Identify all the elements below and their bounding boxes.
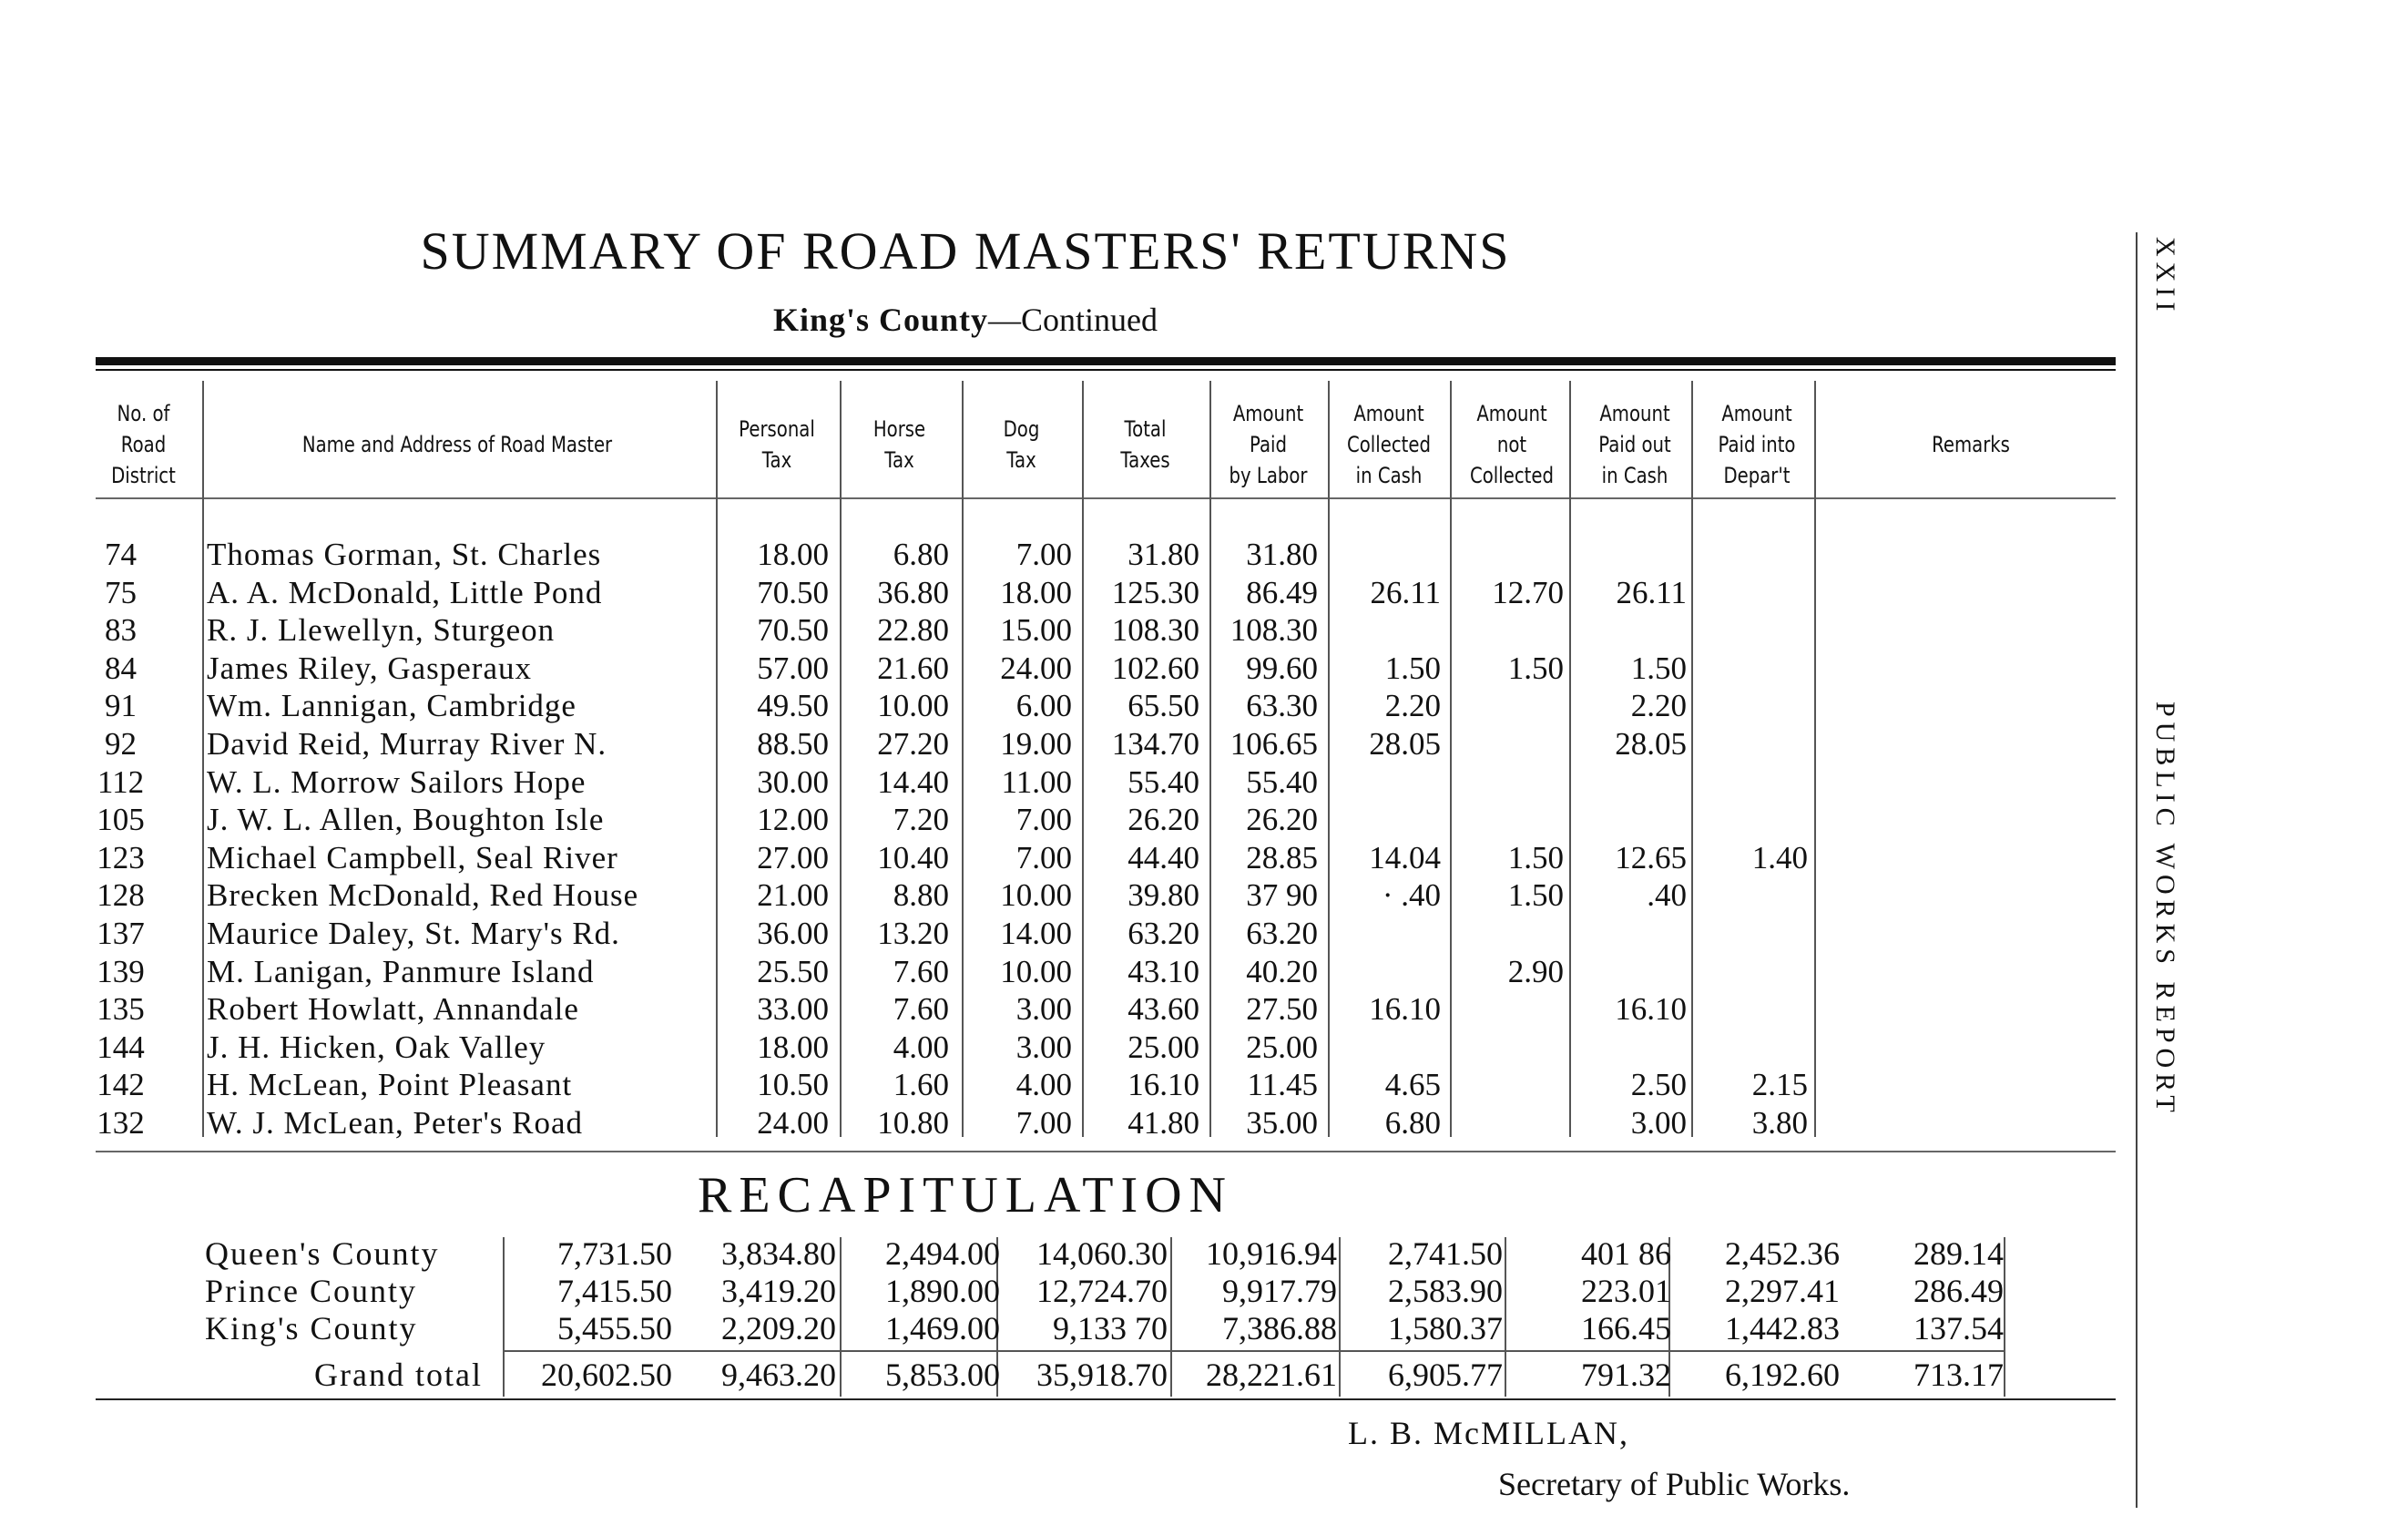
column-header: Personal Tax bbox=[739, 416, 815, 473]
amount-cell: 108.30 bbox=[1111, 612, 1199, 649]
district-number: 132 bbox=[97, 1105, 145, 1141]
amount-cell: 2.20 bbox=[1384, 688, 1441, 724]
amount-cell: 6.00 bbox=[1015, 688, 1072, 724]
amount-cell: 26.11 bbox=[1370, 574, 1441, 610]
amount-cell: 31.80 bbox=[1127, 537, 1199, 572]
road-master-name: Thomas Gorman, St. Charles bbox=[207, 537, 602, 572]
road-master-name: J. W. L. Allen, Boughton Isle bbox=[207, 802, 605, 838]
amount-cell: 102.60 bbox=[1111, 650, 1199, 686]
amount-cell: 11.45 bbox=[1247, 1067, 1318, 1103]
amount-cell: 106.65 bbox=[1230, 726, 1318, 762]
amount-cell: 86.49 bbox=[1246, 574, 1318, 610]
recap-amount: 6,905.77 bbox=[1388, 1357, 1503, 1393]
district-number: 144 bbox=[97, 1029, 145, 1065]
amount-cell: 3.80 bbox=[1751, 1105, 1808, 1141]
recap-amount: 12,724.70 bbox=[1036, 1273, 1168, 1309]
recap-amount: 2,209.20 bbox=[721, 1310, 836, 1347]
recap-amount: 166.45 bbox=[1581, 1310, 1671, 1347]
district-number: 75 bbox=[105, 574, 137, 610]
column-header: Amount Paid by Labor bbox=[1229, 401, 1308, 488]
road-master-name: Wm. Lannigan, Cambridge bbox=[207, 688, 576, 724]
amount-cell: 88.50 bbox=[757, 726, 829, 762]
recap-amount: 2,494.00 bbox=[885, 1235, 1000, 1272]
column-header: No. of Road District bbox=[111, 401, 176, 488]
recap-amount: 9,917.79 bbox=[1222, 1273, 1337, 1309]
amount-cell: 37 90 bbox=[1246, 877, 1318, 914]
amount-cell: 6.80 bbox=[1384, 1105, 1441, 1141]
recap-amount: 2,583.90 bbox=[1388, 1273, 1503, 1309]
amount-cell: 27.00 bbox=[757, 839, 829, 876]
amount-cell: .40 bbox=[1647, 877, 1687, 914]
amount-cell: 14.04 bbox=[1369, 839, 1441, 876]
recap-county: King's County bbox=[205, 1310, 418, 1347]
road-master-name: Maurice Daley, St. Mary's Rd. bbox=[207, 916, 620, 951]
amount-cell: 35.00 bbox=[1246, 1105, 1318, 1141]
total-rule bbox=[503, 1350, 2005, 1352]
amount-cell: 1.50 bbox=[1384, 650, 1441, 686]
amount-cell: 24.00 bbox=[757, 1105, 829, 1141]
recap-amount: 10,916.94 bbox=[1206, 1235, 1337, 1272]
page-subtitle bbox=[0, 301, 1931, 339]
district-number: 84 bbox=[105, 650, 137, 686]
recap-amount: 9,133 70 bbox=[1053, 1310, 1168, 1347]
recap-amount: 3,834.80 bbox=[721, 1235, 836, 1272]
district-number: 91 bbox=[105, 688, 137, 724]
recap-amount: 223.01 bbox=[1581, 1273, 1671, 1309]
amount-cell: 16.10 bbox=[1369, 991, 1441, 1028]
amount-cell: 12.65 bbox=[1615, 839, 1687, 876]
recap-amount: 7,731.50 bbox=[557, 1235, 672, 1272]
recap-amount: 35,918.70 bbox=[1036, 1357, 1168, 1393]
road-master-name: W. J. McLean, Peter's Road bbox=[207, 1105, 584, 1141]
amount-cell: 2.90 bbox=[1507, 953, 1564, 989]
amount-cell: 1.50 bbox=[1507, 839, 1564, 876]
road-master-name: W. L. Morrow Sailors Hope bbox=[207, 763, 587, 800]
recap-amount: 3,419.20 bbox=[721, 1273, 836, 1309]
amount-cell: 3.00 bbox=[1630, 1105, 1687, 1141]
amount-cell: 25.00 bbox=[1127, 1029, 1199, 1065]
road-master-name: H. McLean, Point Pleasant bbox=[207, 1067, 573, 1103]
amount-cell: 3.00 bbox=[1015, 991, 1072, 1028]
amount-cell: 1.50 bbox=[1507, 650, 1564, 686]
amount-cell: 31.80 bbox=[1246, 537, 1318, 572]
amount-cell: 21.60 bbox=[877, 650, 949, 686]
amount-cell: 19.00 bbox=[1000, 726, 1072, 762]
amount-cell: 10.80 bbox=[877, 1105, 949, 1141]
district-number: 123 bbox=[97, 839, 145, 876]
amount-cell: 65.50 bbox=[1127, 688, 1199, 724]
subtitle-continued: —Continued bbox=[988, 302, 1158, 338]
district-number: 112 bbox=[97, 763, 145, 800]
amount-cell: 11.00 bbox=[1001, 763, 1072, 800]
recap-amount: 1,580.37 bbox=[1388, 1310, 1503, 1347]
amount-cell: 33.00 bbox=[757, 991, 829, 1028]
recap-amount: 791.32 bbox=[1581, 1357, 1671, 1393]
recap-amount: 14,060.30 bbox=[1036, 1235, 1168, 1272]
amount-cell: 63.30 bbox=[1246, 688, 1318, 724]
amount-cell: 7.00 bbox=[1015, 537, 1072, 572]
amount-cell: 16.10 bbox=[1127, 1067, 1199, 1103]
district-number: 139 bbox=[97, 953, 145, 989]
amount-cell: 1.60 bbox=[893, 1067, 949, 1103]
amount-cell: 99.60 bbox=[1246, 650, 1318, 686]
road-master-name: David Reid, Murray River N. bbox=[207, 726, 607, 762]
amount-cell: 30.00 bbox=[757, 763, 829, 800]
amount-cell: 49.50 bbox=[757, 688, 829, 724]
recap-bottom-rule bbox=[96, 1398, 2116, 1400]
table-top-rule-thin bbox=[96, 369, 2116, 371]
amount-cell: 1.50 bbox=[1507, 877, 1564, 914]
recap-amount: 5,853.00 bbox=[885, 1357, 1000, 1393]
page-number: XXII bbox=[2150, 237, 2180, 317]
amount-cell: 27.50 bbox=[1246, 991, 1318, 1028]
amount-cell: 8.80 bbox=[893, 877, 949, 914]
amount-cell: 10.00 bbox=[1000, 877, 1072, 914]
column-divider bbox=[1569, 381, 1571, 1137]
recap-amount: 2,297.41 bbox=[1725, 1273, 1840, 1309]
recap-column-divider bbox=[2004, 1237, 2005, 1397]
recap-amount: 2,741.50 bbox=[1388, 1235, 1503, 1272]
recap-county: Prince County bbox=[205, 1273, 417, 1309]
table-top-rule bbox=[96, 357, 2116, 365]
amount-cell: 12.70 bbox=[1492, 574, 1564, 610]
amount-cell: 28.05 bbox=[1369, 726, 1441, 762]
amount-cell: 26.11 bbox=[1616, 574, 1687, 610]
amount-cell: 10.00 bbox=[1000, 953, 1072, 989]
recap-amount: 286.49 bbox=[1913, 1273, 2004, 1309]
amount-cell: 18.00 bbox=[757, 537, 829, 572]
recap-amount: 9,463.20 bbox=[721, 1357, 836, 1393]
amount-cell: 14.40 bbox=[877, 763, 949, 800]
road-master-name: M. Lanigan, Panmure Island bbox=[207, 953, 595, 989]
column-header: Amount Collected in Cash bbox=[1347, 401, 1431, 488]
amount-cell: 21.00 bbox=[757, 877, 829, 914]
amount-cell: 2.50 bbox=[1630, 1067, 1687, 1103]
column-header: Amount Paid out in Cash bbox=[1598, 401, 1671, 488]
recap-amount: 7,415.50 bbox=[557, 1273, 672, 1309]
amount-cell: 7.00 bbox=[1015, 839, 1072, 876]
district-number: 137 bbox=[97, 916, 145, 951]
amount-cell: 108.30 bbox=[1230, 612, 1318, 649]
amount-cell: 2.20 bbox=[1630, 688, 1687, 724]
recap-amount: 5,455.50 bbox=[557, 1310, 672, 1347]
column-header: Amount Paid into Depar't bbox=[1718, 401, 1796, 488]
recap-amount: 1,442.83 bbox=[1725, 1310, 1840, 1347]
recap-amount: 28,221.61 bbox=[1206, 1357, 1337, 1393]
amount-cell: 14.00 bbox=[1000, 916, 1072, 951]
amount-cell: 13.20 bbox=[877, 916, 949, 951]
amount-cell: 10.40 bbox=[877, 839, 949, 876]
district-number: 105 bbox=[97, 802, 145, 838]
amount-cell: 4.00 bbox=[893, 1029, 949, 1065]
amount-cell: 43.60 bbox=[1127, 991, 1199, 1028]
recap-title: RECAPITULATION bbox=[698, 1167, 1233, 1224]
margin-rule bbox=[2136, 232, 2138, 1508]
column-divider bbox=[1691, 381, 1693, 1137]
amount-cell: 27.20 bbox=[877, 726, 949, 762]
amount-cell: 70.50 bbox=[757, 574, 829, 610]
amount-cell: 12.00 bbox=[757, 802, 829, 838]
district-number: 83 bbox=[105, 612, 137, 649]
district-number: 92 bbox=[105, 726, 137, 762]
amount-cell: 39.80 bbox=[1127, 877, 1199, 914]
amount-cell: 63.20 bbox=[1127, 916, 1199, 951]
amount-cell: 63.20 bbox=[1246, 916, 1318, 951]
amount-cell: 2.15 bbox=[1751, 1067, 1808, 1103]
amount-cell: 18.00 bbox=[1000, 574, 1072, 610]
recap-amount: 1,890.00 bbox=[885, 1273, 1000, 1309]
road-master-name: R. J. Llewellyn, Sturgeon bbox=[207, 612, 556, 649]
signature-name: L. B. McMILLAN, bbox=[1348, 1415, 1629, 1451]
amount-cell: 36.00 bbox=[757, 916, 829, 951]
recap-amount: 20,602.50 bbox=[541, 1357, 672, 1393]
recap-column-divider bbox=[1505, 1237, 1506, 1397]
amount-cell: 125.30 bbox=[1111, 574, 1199, 610]
amount-cell: 25.00 bbox=[1246, 1029, 1318, 1065]
road-master-name: Brecken McDonald, Red House bbox=[207, 877, 639, 914]
amount-cell: 16.10 bbox=[1615, 991, 1687, 1028]
amount-cell: 41.80 bbox=[1127, 1105, 1199, 1141]
recap-amount: 289.14 bbox=[1913, 1235, 2004, 1272]
column-header: Total Taxes bbox=[1120, 416, 1170, 473]
road-master-name: Michael Campbell, Seal River bbox=[207, 839, 618, 876]
recap-amount: 1,469.00 bbox=[885, 1310, 1000, 1347]
running-title: PUBLIC WORKS REPORT bbox=[2150, 701, 2180, 1118]
district-number: 74 bbox=[105, 537, 137, 572]
amount-cell: 7.20 bbox=[893, 802, 949, 838]
amount-cell: 3.00 bbox=[1015, 1029, 1072, 1065]
recap-amount: 2,452.36 bbox=[1725, 1235, 1840, 1272]
column-header: Amount not Collected bbox=[1470, 401, 1554, 488]
district-number: 142 bbox=[97, 1067, 145, 1103]
amount-cell: 4.65 bbox=[1384, 1067, 1441, 1103]
amount-cell: 7.00 bbox=[1015, 802, 1072, 838]
recap-amount: 6,192.60 bbox=[1725, 1357, 1840, 1393]
amount-cell: 44.40 bbox=[1127, 839, 1199, 876]
amount-cell: 26.20 bbox=[1127, 802, 1199, 838]
amount-cell: 1.50 bbox=[1630, 650, 1687, 686]
amount-cell: 18.00 bbox=[757, 1029, 829, 1065]
column-header: Dog Tax bbox=[1003, 416, 1040, 473]
column-divider bbox=[202, 381, 204, 1137]
column-divider bbox=[840, 381, 842, 1137]
amount-cell: 26.20 bbox=[1246, 802, 1318, 838]
amount-cell: 57.00 bbox=[757, 650, 829, 686]
grand-total-label: Grand total bbox=[314, 1357, 483, 1393]
amount-cell: 43.10 bbox=[1127, 953, 1199, 989]
recap-amount: 401 86 bbox=[1581, 1235, 1671, 1272]
amount-cell: 28.85 bbox=[1246, 839, 1318, 876]
recap-column-divider bbox=[840, 1237, 842, 1397]
amount-cell: 28.05 bbox=[1615, 726, 1687, 762]
body-bottom-rule bbox=[96, 1151, 2116, 1152]
amount-cell: 70.50 bbox=[757, 612, 829, 649]
recap-county: Queen's County bbox=[205, 1235, 440, 1272]
amount-cell: 134.70 bbox=[1111, 726, 1199, 762]
column-header: Horse Tax bbox=[872, 416, 926, 473]
amount-cell: 22.80 bbox=[877, 612, 949, 649]
subtitle-county: King's County bbox=[772, 302, 989, 338]
recap-amount: 713.17 bbox=[1913, 1357, 2004, 1393]
amount-cell: 36.80 bbox=[877, 574, 949, 610]
column-divider bbox=[1814, 381, 1816, 1137]
amount-cell: · .40 bbox=[1382, 877, 1441, 914]
signature-title: Secretary of Public Works. bbox=[1498, 1466, 1851, 1502]
page-title: SUMMARY OF ROAD MASTERS' RETURNS bbox=[420, 221, 1511, 281]
amount-cell: 1.40 bbox=[1751, 839, 1808, 876]
amount-cell: 25.50 bbox=[757, 953, 829, 989]
recap-amount: 7,386.88 bbox=[1222, 1310, 1337, 1347]
amount-cell: 7.60 bbox=[893, 953, 949, 989]
amount-cell: 4.00 bbox=[1015, 1067, 1072, 1103]
road-master-name: J. H. Hicken, Oak Valley bbox=[207, 1029, 546, 1065]
road-master-name: A. A. McDonald, Little Pond bbox=[207, 574, 603, 610]
column-header: Name and Address of Road Master bbox=[301, 432, 613, 457]
column-divider bbox=[1450, 381, 1452, 1137]
road-master-name: James Riley, Gasperaux bbox=[207, 650, 532, 686]
road-master-name: Robert Howlatt, Annandale bbox=[207, 991, 579, 1028]
amount-cell: 10.00 bbox=[877, 688, 949, 724]
amount-cell: 6.80 bbox=[893, 537, 949, 572]
column-header: Remarks bbox=[1932, 432, 2010, 457]
amount-cell: 7.60 bbox=[893, 991, 949, 1028]
amount-cell: 24.00 bbox=[1000, 650, 1072, 686]
recap-amount: 137.54 bbox=[1913, 1310, 2004, 1347]
amount-cell: 10.50 bbox=[757, 1067, 829, 1103]
amount-cell: 55.40 bbox=[1127, 763, 1199, 800]
district-number: 135 bbox=[97, 991, 145, 1028]
district-number: 128 bbox=[97, 877, 145, 914]
amount-cell: 55.40 bbox=[1246, 763, 1318, 800]
amount-cell: 40.20 bbox=[1246, 953, 1318, 989]
amount-cell: 7.00 bbox=[1015, 1105, 1072, 1141]
amount-cell: 15.00 bbox=[1000, 612, 1072, 649]
